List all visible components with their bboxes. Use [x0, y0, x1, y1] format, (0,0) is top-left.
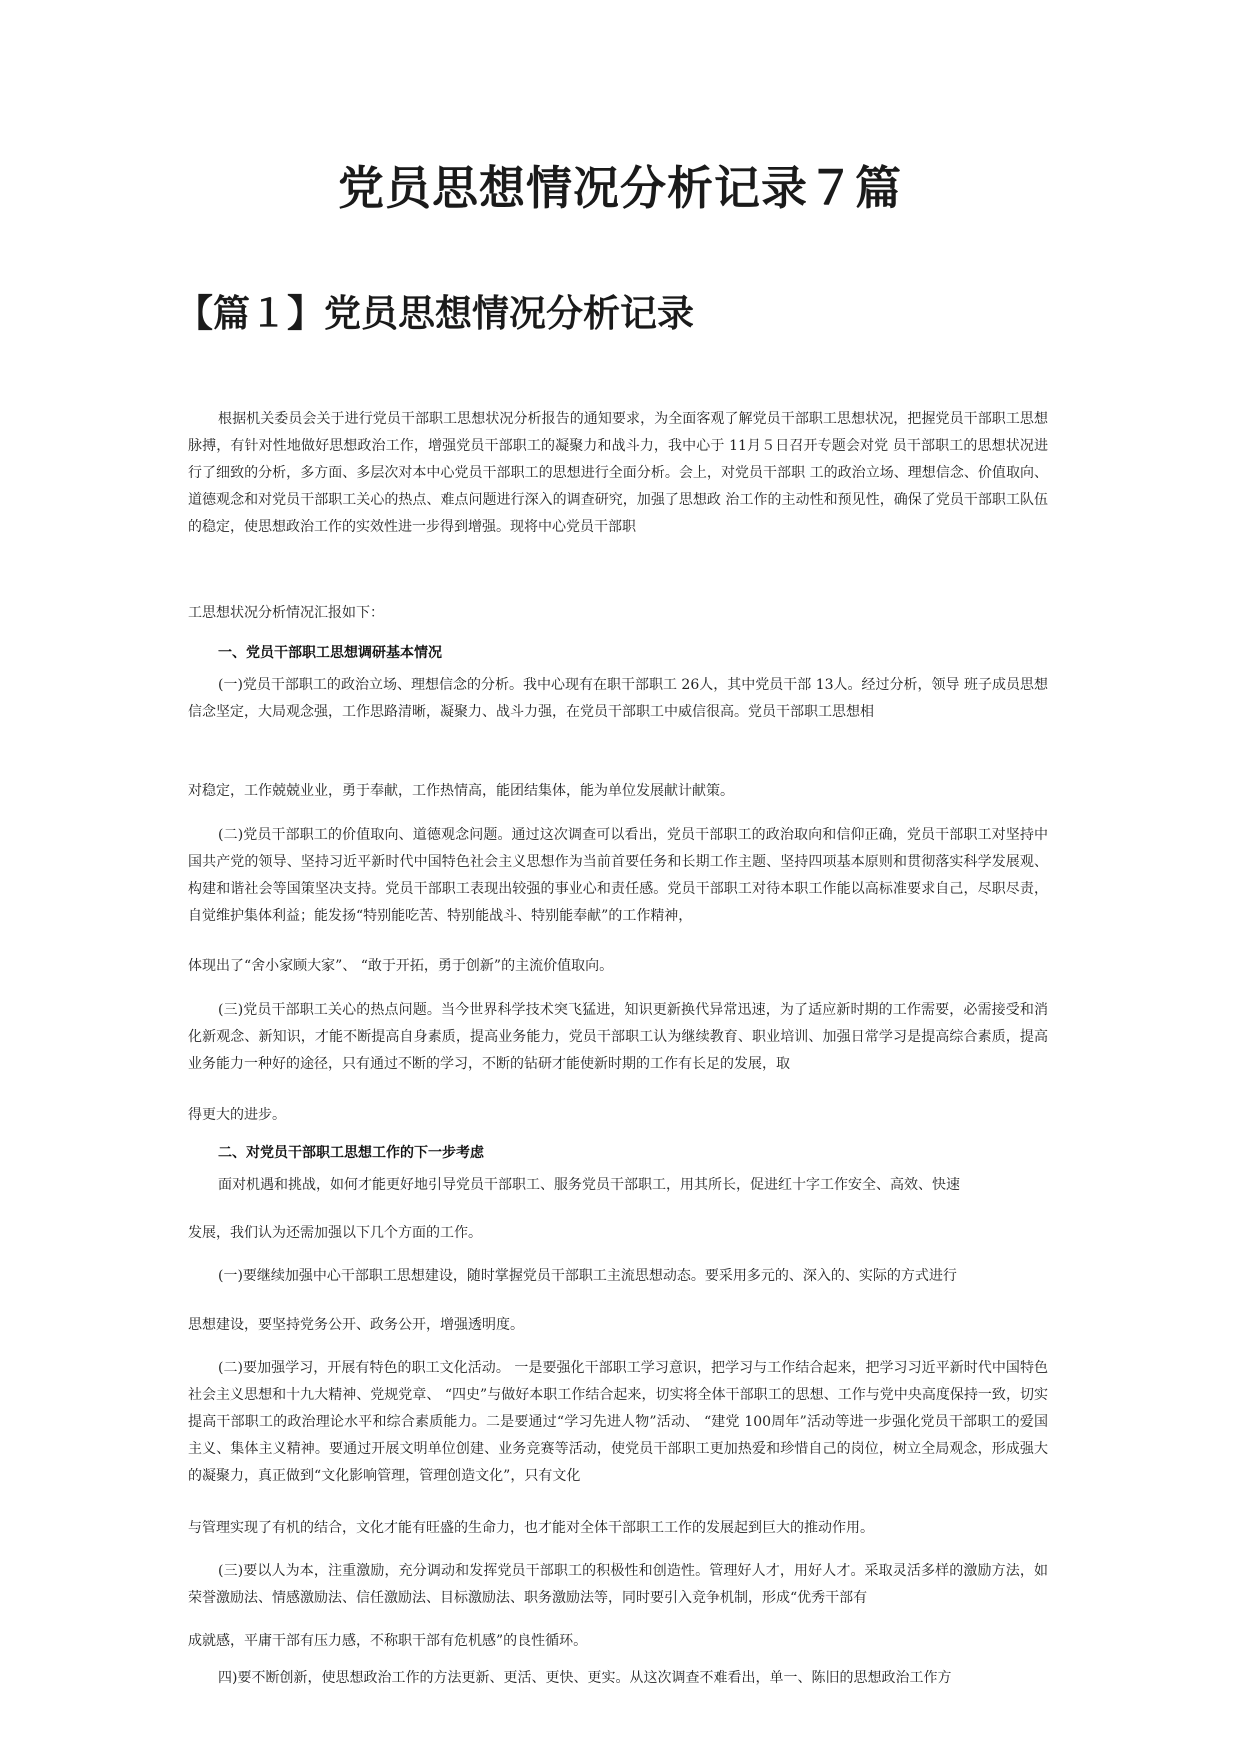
paragraph-study-culture-cont: 与管理实现了有机的结合，文化才能有旺盛的生命力，也才能对全体干部职工工作的发展起到巨大的推动作用。 — [188, 1520, 874, 1536]
section-title: 【篇１】党员思想情况分析记录 — [176, 291, 694, 335]
paragraph-thought-building-cont: 思想建设，要坚持党务公开、政务公开，增强透明度。 — [188, 1317, 524, 1333]
paragraph-political-stance: (一)党员干部职工的政治立场、理想信念的分析。我中心现有在职干部职工 26人，其中党员干部 13人。经过分析，领导 班子成员思想信念坚定，大局观念强，工作思路清晰，凝聚力、战斗力强，在党员干部职工中威信很高。党员干部职工思想相 — [188, 677, 1048, 720]
paragraph-political-stance-cont: 对稳定，工作兢兢业业，勇于奉献，工作热情高，能团结集体，能为单位发展献计献策。 — [188, 783, 734, 799]
paragraph-challenges: 面对机遇和挑战，如何才能更好地引导党员干部职工、服务党员干部职工，用其所长，促进红十字工作安全、高效、快速 — [218, 1177, 960, 1193]
document-title: 党员思想情况分析记录７篇 — [338, 161, 902, 215]
heading-next-steps: 二、对党员干部职工思想工作的下一步考虑 — [218, 1145, 484, 1161]
paragraph-values: (二)党员干部职工的价值取向、道德观念问题。通过这次调查可以看出，党员干部职工的政治取向和信仰正确，党员干部职工对坚持中国共产党的领导、坚持习近平新时代中国特色社会主义思想作为当前首要任务和长期工作主题、坚持四项基本原则和贯彻落实科学发展观、构建和谐社会等国策坚决支持。党员干部职工表现出较强的事业心和责任感。党员干部职工对待本职工作能以高标准要求自己，尽职尽责，自觉维护集体利益；能发扬“特别能吃苦、特别能战斗、特别能奉献”的工作精神， — [188, 827, 1048, 924]
paragraph-hot-issues-cont: 得更大的进步。 — [188, 1107, 286, 1123]
paragraph-challenges-cont: 发展，我们认为还需加强以下几个方面的工作。 — [188, 1225, 482, 1241]
paragraph-report-lead: 工思想状况分析情况汇报如下： — [188, 605, 384, 621]
paragraph-hot-issues: (三)党员干部职工关心的热点问题。当今世界科学技术突飞猛进，知识更新换代异常迅速，为了适应新时期的工作需要，必需接受和消化新观念、新知识，才能不断提高自身素质，提高业务能力，党员干部职工认为继续教育、职业培训、加强日常学习是提高综合素质，提高业务能力一种好的途径，只有通过不断的学习，不断的钻研才能使新时期的工作有长足的发展，取 — [188, 1002, 1048, 1072]
paragraph-incentives-cont: 成就感，平庸干部有压力感，不称职干部有危机感”的良性循环。 — [188, 1633, 588, 1649]
paragraph-values-cont: 体现出了“舍小家顾大家”、 “敢于开拓，勇于创新”的主流价值取向。 — [188, 958, 614, 974]
paragraph-intro: 根据机关委员会关于进行党员干部职工思想状况分析报告的通知要求，为全面客观了解党员干部职工思想状况，把握党员干部职工思想脉搏，有针对性地做好思想政治工作，增强党员干部职工的凝聚力和战斗力，我中心于 11月５日召开专题会对党 员干部职工的思想状况进行了细致的分析，多方面、多层次对本中心党员干部职工的思想进行全面分析。会上，对党员干部职 工的政治立场、理想信念、价值取向、道德观念和对党员干部职工关心的热点、难点问题进行深入的调查研究，加强了思想政 治工作的主动性和预见性，确保了党员干部职工队伍的稳定，使思想政治工作的实效性进一步得到增强。现将中心党员干部职 — [188, 411, 1048, 535]
heading-basic-situation: 一、党员干部职工思想调研基本情况 — [218, 645, 442, 661]
paragraph-innovation: 四)要不断创新，使思想政治工作的方法更新、更活、更快、更实。从这次调查不难看出，单一、陈旧的思想政治工作方 — [218, 1670, 952, 1686]
paragraph-thought-building: (一)要继续加强中心干部职工思想建设，随时掌握党员干部职工主流思想动态。要采用多元的、深入的、实际的方式进行 — [218, 1268, 957, 1284]
paragraph-incentives: (三)要以人为本，注重激励，充分调动和发挥党员干部职工的积极性和创造性。管理好人才，用好人才。采取灵活多样的激励方法，如荣誉激励法、情感激励法、信任激励法、目标激励法、职务激励法等，同时要引入竞争机制，形成“优秀干部有 — [188, 1563, 1048, 1606]
paragraph-study-culture: (二)要加强学习，开展有特色的职工文化活动。 一是要强化干部职工学习意识，把学习与工作结合起来，把学习习近平新时代中国特色社会主义思想和十九大精神、党规党章、 “四史”与做好本职工作结合起来，切实将全体干部职工的思想、工作与党中央高度保持一致，切实提高干部职工的政治理论水平和综合素质能力。二是要通过“学习先进人物”活动、 “建党 100周年”活动等进一步强化党员干部职工的爱国主义、集体主义精神。要通过开展文明单位创建、业务竞赛等活动，使党员干部职工更加热爱和珍惜自己的岗位，树立全局观念，形成强大的凝聚力，真正做到“文化影响管理，管理创造文化”，只有文化 — [188, 1360, 1048, 1484]
